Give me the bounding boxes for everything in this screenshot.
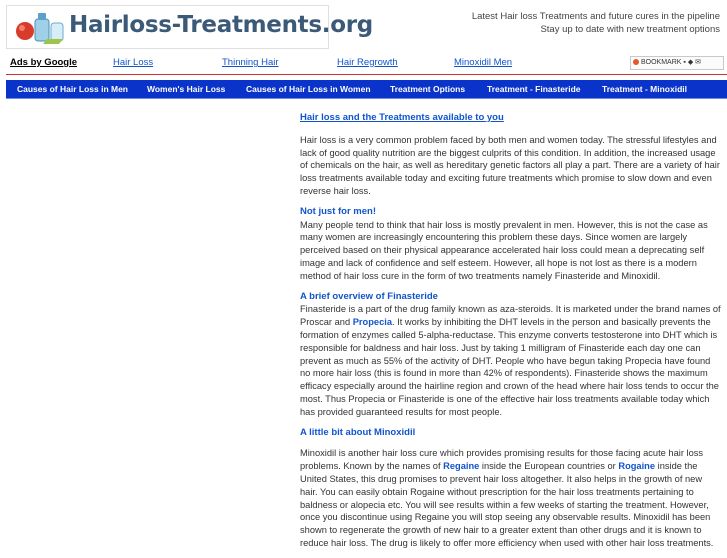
rogaine-link[interactable]: Rogaine: [618, 461, 656, 472]
bottles-logo-icon: [13, 9, 67, 45]
main-nav: [6, 80, 727, 99]
tagline: [472, 10, 720, 36]
section-heading: A brief overview of Finasteride: [300, 290, 438, 302]
bookmark-label: BOOKMARK: [641, 59, 682, 66]
article-title[interactable]: Hair loss and the Treatments available to you: [300, 112, 504, 123]
section-finasteride: [300, 291, 722, 419]
section-heading: Not just for men!: [300, 205, 376, 217]
share-icon: [633, 59, 639, 65]
article: [300, 112, 722, 558]
nav-causes-women[interactable]: Causes of Hair Loss in Women: [246, 84, 371, 94]
propecia-link[interactable]: Propecia: [352, 317, 392, 328]
body-text: Finasteride is a part of the drug family known as aza-steroids. It is marketed under the brand names of Proscar and: [300, 304, 721, 328]
body-text: inside the European countries or: [479, 461, 619, 472]
ad-link-hair-regrowth[interactable]: Hair Regrowth: [337, 57, 398, 68]
section-heading: A little bit about Minoxidil: [300, 426, 416, 438]
section-body: [300, 447, 722, 549]
body-text: Minoxidil is another hair loss cure which provides promising results for those facing acute hair loss problems. Known by the names of: [300, 448, 704, 472]
regaine-link[interactable]: Regaine: [443, 461, 480, 472]
ad-link-minoxidil-men[interactable]: Minoxidil Men: [454, 57, 513, 68]
body-text: . It works by inhibiting the DHT levels in the person and basically prevents the formation of enzymes called 5-alpha-reductase. This enzyme converts testosterone into DHT which is responsible for baldness and hair loss. Just by taking 1 milligram of Finasteride each day one can prevent as much as 55% of the activity of DHT. People who have begun taking Propecia have found no more hair loss (this is found in more than 42% of respondents). Finasteride shows the maximum efficacy especially around the hairline region and crown of the head where hair loss tends to occur the most. Thus Propecia or Finasteride is one of the effective hair loss treatments available today which has provided guaranteed results for most people.: [300, 317, 719, 417]
site-title: Hairloss-Treatments.org: [69, 12, 373, 38]
section-not-just-men: [300, 206, 722, 283]
section-body: [300, 303, 722, 418]
ads-by-google-link[interactable]: Ads by Google: [10, 57, 78, 68]
nav-causes-men[interactable]: Causes of Hair Loss in Men: [17, 84, 128, 94]
section-minoxidil: [300, 427, 722, 550]
tagline-line-2: Stay up to date with new treatment options: [540, 24, 720, 35]
nav-womens-hair-loss[interactable]: Women's Hair Loss: [147, 84, 226, 94]
nav-treatment-minoxidil[interactable]: Treatment - Minoxidil: [602, 84, 688, 94]
intro-paragraph: Hair loss is a very common problem faced by both men and women today. The stressful lifestyles and lack of good quality nutrition are the biggest culprits of this condition. In addition, the increased usage of chemicals on the hair, as well as hereditary genetic factors all play a part. There are a variety of hair loss treatments available today and exciting future treatments which promise to slow down and even reverse hair loss.: [300, 134, 720, 196]
ad-link-thinning-hair[interactable]: Thinning Hair: [222, 57, 279, 68]
site-logo[interactable]: [6, 5, 373, 49]
section-body: Many people tend to think that hair loss is mostly prevalent in men. However, this is not the case as many women are increasingly encountering this problem these days. Since women are largely perceived based on their physical appearance accelerated hair loss could mean a deprecating self image and lack of confidence and self esteem. However, all hope is not lost as there is a modern method of hair loss cure in the form of two treatments namely Finasteride and Minoxidil.: [300, 219, 708, 281]
bookmark-button[interactable]: BOOKMARK ▪ ◆ ✉: [630, 56, 724, 70]
ad-link-hair-loss[interactable]: Hair Loss: [113, 57, 154, 68]
body-text: inside the United States, this drug promises to prevent hair loss altogether. It also helps in the growth of new hair. You can easily obtain Rogaine without prescription for the hair loss treatments pertaining to baldness or alopecia etc. You will see results within a few weeks of starting the treatment. However, once you discontinue using Regaine you will stop seeing any observable results. Minoxidil has been shown to regenerate the growth of new hair to a greater extent than other drugs and it is known to reduce hair loss. The drug is likely to offer more efficiency when used with other hair loss treatments.: [300, 461, 714, 548]
header-divider: [6, 74, 727, 75]
nav-treatment-finasteride[interactable]: Treatment - Finasteride: [487, 84, 581, 94]
ads-link-row: [6, 57, 727, 71]
tagline-line-1: Latest Hair loss Treatments and future cures in the pipeline: [471, 11, 720, 22]
nav-treatment-options[interactable]: Treatment Options: [390, 84, 466, 94]
